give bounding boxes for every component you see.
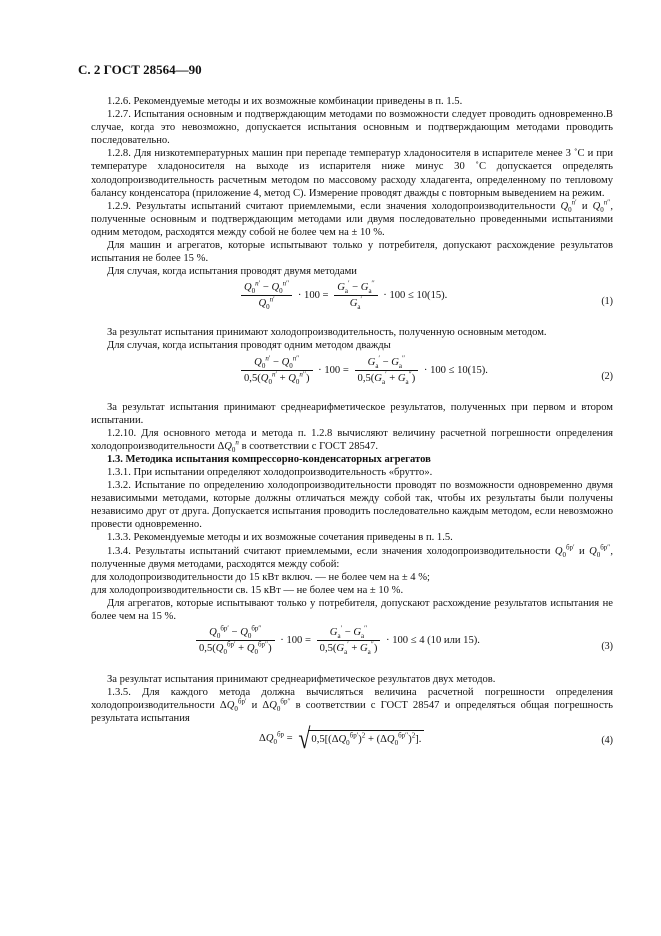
formula-3-rhs: · 100 ≤ 4 (10 или 15). (386, 635, 480, 647)
list-item-1: для холодопроизводительности до 15 кВт включ. — не более чем на ± 4 %; (91, 571, 431, 583)
formula-3: $\frac{Q_0^{бр'} - Q_0^{бр''}}{0,5(Q_0^{бр'} + Q_0^{бр''})}$ · 100 = $\frac{G_a' - G_a''}{0,5(G_a' + G_a'')}$ · 100 ≤ 4 (10 или 15). (3) (91, 626, 613, 670)
document-body (91, 95, 613, 761)
paragraph-1-2-7: 1.2.7. Испытания основным и подтверждающим методами по возможности следует проводить одновременно.В случае, когда это невозможно, допускается испытания основным и подтверждающим методами проводить последовательно. (91, 109, 613, 147)
formula-1-rhs: · 100 ≤ 10(15). (383, 290, 448, 302)
page-header: С. 2 ГОСТ 28564—90 (78, 62, 202, 77)
section-1-3-heading: 1.3. Методика испытания компрессорно-конденсаторных агрегатов (107, 453, 431, 465)
paragraph-1-2-10: 1.2.10. Для основного метода и метода п. 1.2.8 вычисляют величину расчетной погрешности определения холодопроизводительности $\Delta Q_0^п$ в соответствии с ГОСТ 28547. (91, 427, 613, 454)
formula-2: $\frac{Q_0^{п'} - Q_0^{п''}}{0,5(Q_0^{п'} + Q_0^{п''})}$ · 100 = $\frac{G_a' - G_a''}{0,5(G_a' + G_a'')}$ · 100 ≤ 10(15). (2) (91, 356, 613, 398)
paragraph-1-3-1: 1.3.1. При испытании определяют холодопроизводительность «брутто». (107, 466, 433, 478)
formula-1-number: (1) (601, 296, 613, 308)
paragraph-one-method: Для случая, когда испытания проводят одним методом дважды (107, 340, 391, 352)
paragraph-result-1: За результат испытания принимают холодопроизводительность, полученную основным методом. (107, 327, 547, 339)
paragraph-1-3-5: 1.3.5. Для каждого метода должна вычисляться величина расчетной погрешности определения холодопроизводительности $\Delta Q_0^{бр'}$ и $\Delta Q_0^{бр''}$ в соответствии с ГОСТ 28547 и определяться общая погрешность результата испытания (91, 687, 613, 725)
paragraph-result-3: За результат испытания принимают среднеарифметическое результатов двух методов. (107, 674, 496, 686)
list-item-2: для холодопроизводительности св. 15 кВт — не более чем на ± 10 %. (91, 584, 404, 596)
formula-4-number: (4) (601, 735, 613, 747)
paragraph-1-3-4: 1.3.4. Результаты испытаний считают приемлемыми, если значения холодопроизводительности $Q_0^{бр'}$ и $Q_0^{бр''}$, полученные двумя методами, расходятся между собой: (91, 543, 613, 570)
paragraph-aggregates: Для агрегатов, которые испытывают только у потребителя, допускают расхождение результатов испытания не более чем на 15 %. (91, 597, 613, 622)
paragraph-1-3-3: 1.3.3. Рекомендуемые методы и их возможные сочетания приведены в п. 1.5. (107, 532, 453, 544)
formula-4: $\Delta Q_0^{бр} = √0,5[(\Delta Q_0^{бр'})^2 + (\Delta Q_0^{бр''})^2]$. (4) (259, 722, 613, 755)
formula-2-rhs: · 100 ≤ 10(15). (423, 364, 488, 376)
paragraph-result-2: За результат испытания принимают среднеарифметическое результатов, полученных при первом и втором испытании. (91, 401, 613, 426)
formula-1: $\frac{Q_0^{п'} - Q_0^{п''}}{Q_0^{п'}}$ · 100 = $\frac{G_a' - G_a''}{G_a'}$ · 100 ≤ 10(15). (1) (91, 281, 613, 323)
formula-3-number: (3) (601, 641, 613, 653)
paragraph-two-methods: Для случая, когда испытания проводят двумя методами (107, 266, 357, 278)
paragraph-machines: Для машин и агрегатов, которые испытывают только у потребителя, допускают расхождение результатов испытания не более 15 %. (91, 240, 613, 265)
formula-2-number: (2) (601, 370, 613, 382)
paragraph-1-3-2: 1.3.2. Испытание по определению холодопроизводительности проводят по возможности одновременно двумя независимыми методами, которые должны отличаться между собой так, чтобы их результаты были получены независимо друг от друга. Допускается испытания проводить последовательно каждым методом, если невозможно провести одновременно. (91, 480, 613, 531)
paragraph-1-2-9: 1.2.9. Результаты испытаний считают приемлемыми, если значения холодопроизводительности $Q_0^{п'}$ и $Q_0^{п''}$, полученные основным и подтверждающим методами или двумя последовательно проведенными испытаниями одним методом, расходятся между собой не более чем на ± 10 %. (91, 198, 613, 238)
paragraph-1-2-6: 1.2.6. Рекомендуемые методы и их возможные комбинации приведены в п. 1.5. (107, 96, 463, 107)
paragraph-1-2-8: 1.2.8. Для низкотемпературных машин при перепаде температур хладоносителя в испарителе менее 3 ˚С и при температуре хладоносителя на выходе из испарителя ниже минус 30 ˚С допускается определять холодопроизводительность расчетным методом по массовому расходу хладагента, определенному по тепловому балансу конденсатора (приложение 4, метод С). Измерение проводят дважды с повторным выведением на режим. (91, 148, 613, 199)
